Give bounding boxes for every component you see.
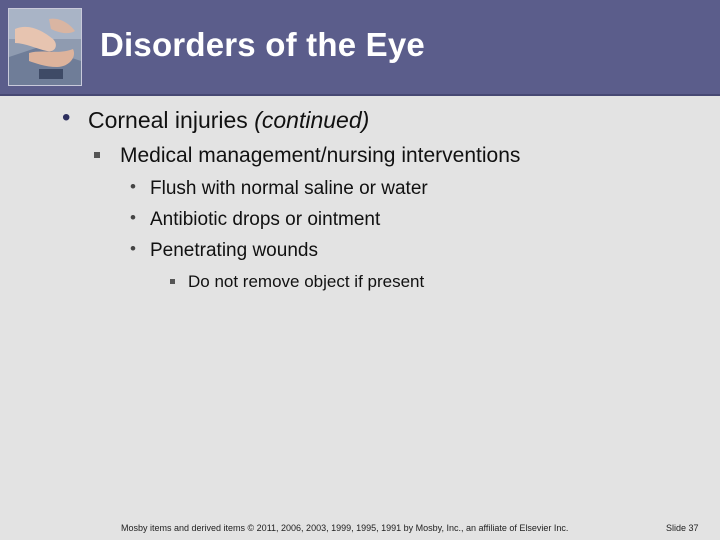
square-bullet-icon [94,152,100,158]
bullet-level4-text: Do not remove object if present [188,272,425,291]
bullet-level2-text: Medical management/nursing interventions [120,144,521,167]
bullet-icon: • [130,239,136,258]
copyright-footer: Mosby items and derived items © 2011, 2006, 2003, 1999, 1995, 1991 by Mosby, Inc., an affiliate of Elsevier Inc. [121,523,569,533]
bullet-level1-label: Corneal injuries [88,107,248,133]
hands-photo-icon [8,8,82,86]
bullet-level3-text: Flush with normal saline or water [150,178,428,199]
slide-number: Slide 37 [666,523,699,533]
bullet-level3-text: Antibiotic drops or ointment [150,209,381,230]
bullet-level1-italic: (continued) [254,107,370,133]
bullet-level1-text [88,107,369,134]
bullet-level3-text: Penetrating wounds [150,240,318,261]
slide-header [0,0,720,96]
page-title: Disorders of the Eye [100,26,425,63]
bullet-icon: • [130,177,136,196]
bullet-icon: • [62,104,71,131]
square-bullet-icon [170,279,175,284]
bullet-icon: • [130,208,136,227]
slide-content [0,96,720,496]
